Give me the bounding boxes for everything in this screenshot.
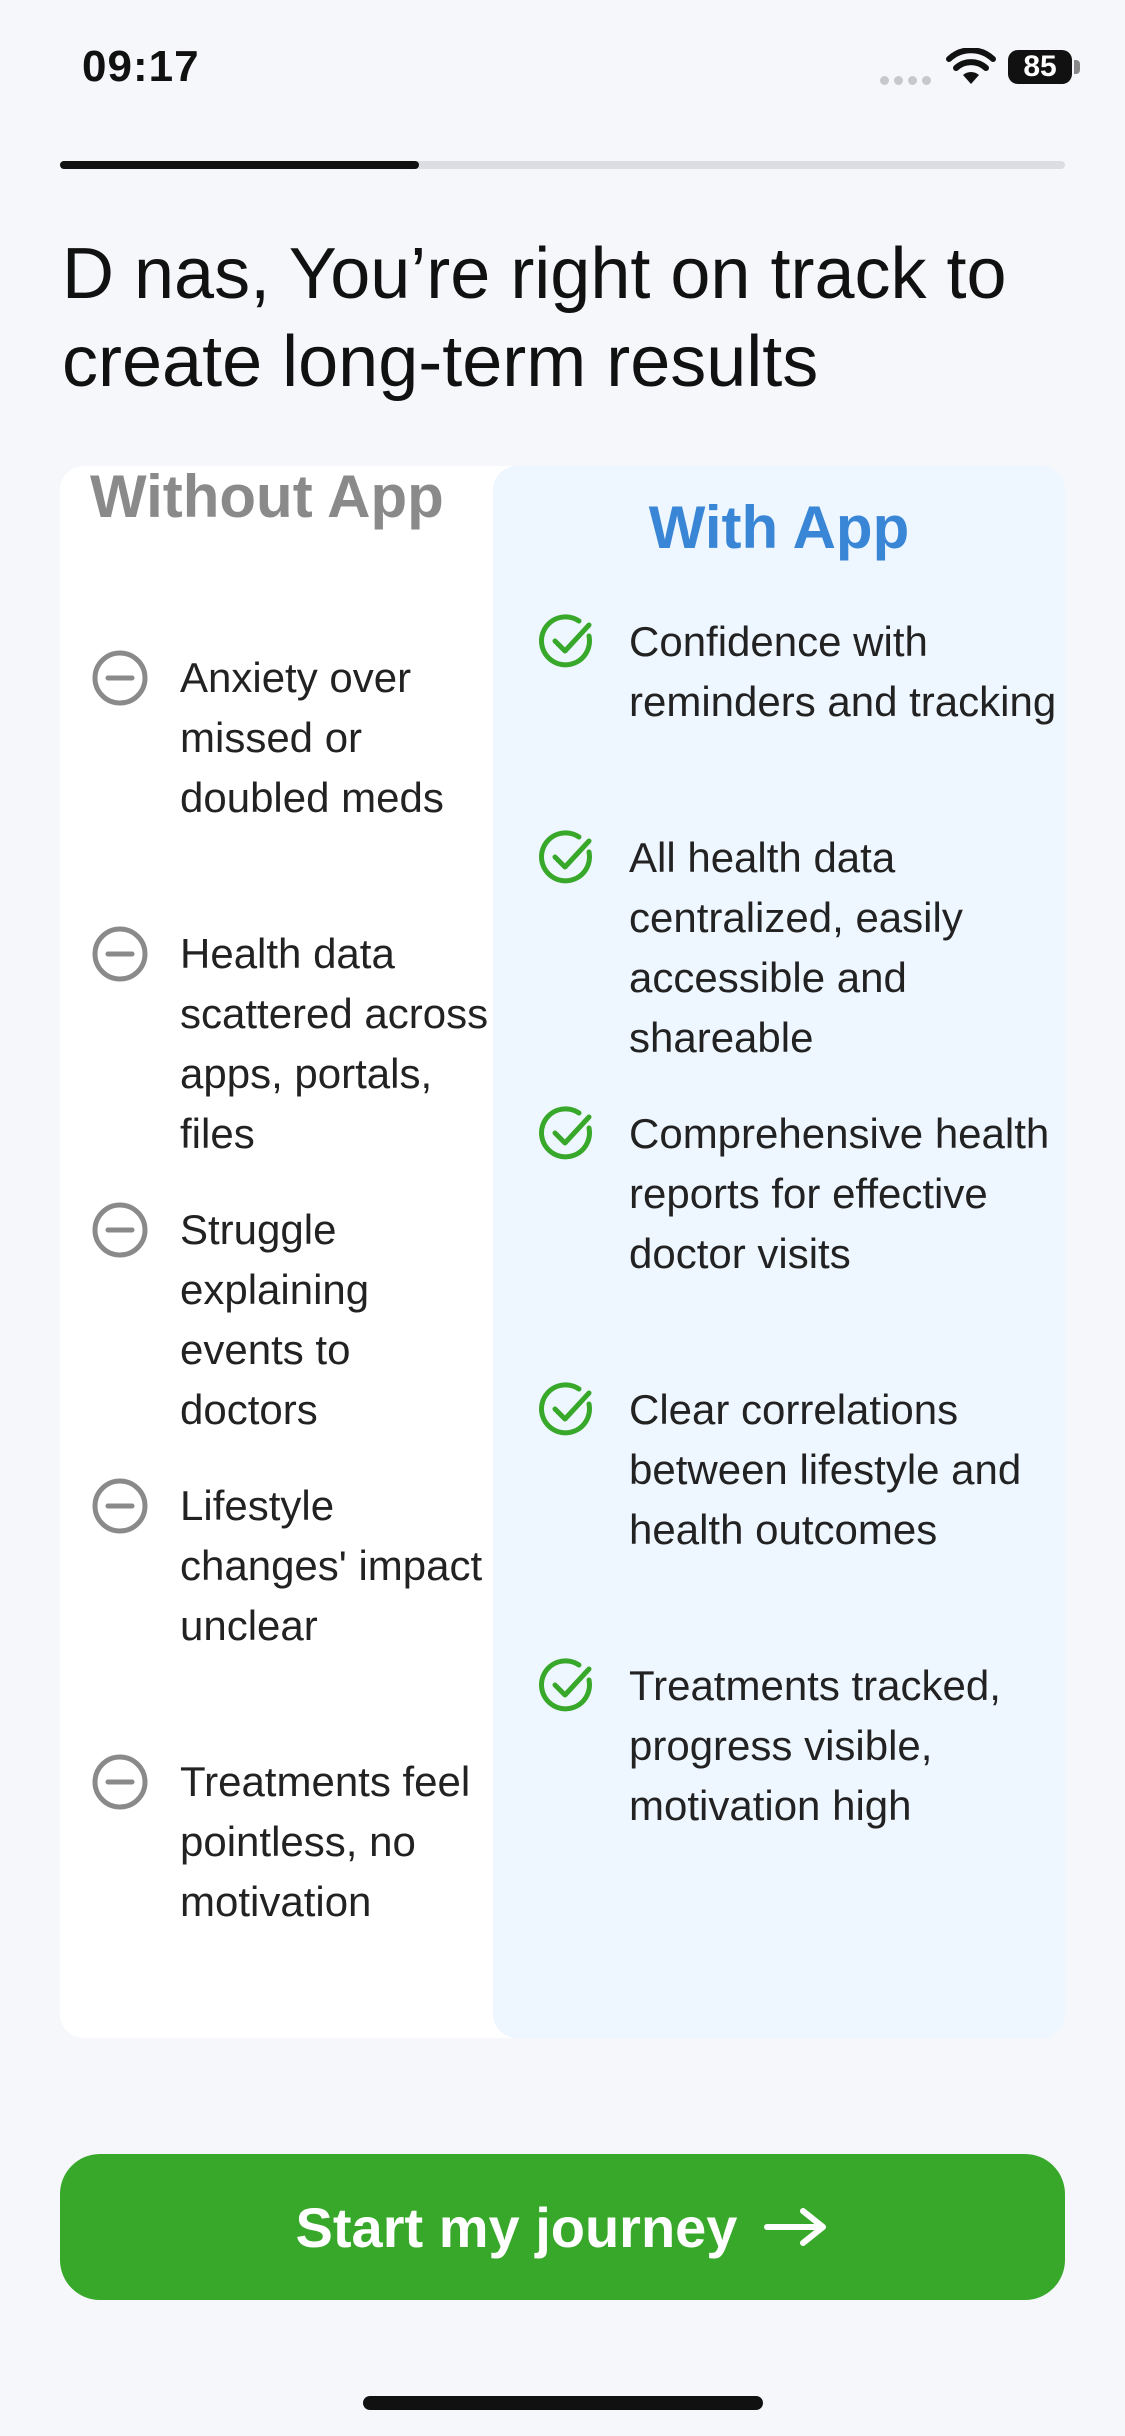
status-bar — [0, 0, 1125, 140]
onboarding-progress-fill — [60, 161, 419, 169]
check-circle-icon — [537, 828, 597, 888]
cellular-signal-icon — [880, 76, 934, 86]
without-item-label: Treatments feel pointless, no motivation — [180, 1758, 471, 1925]
with-item-label: Confidence with reminders and tracking — [629, 618, 1057, 725]
without-item — [90, 1752, 490, 1932]
minus-circle-icon — [90, 1476, 150, 1536]
without-app-column — [60, 463, 493, 2038]
with-app-column — [493, 466, 1065, 2038]
without-item-label: Lifestyle changes' impact unclear — [180, 1482, 483, 1649]
without-app-heading: Without App — [90, 463, 444, 530]
start-journey-button[interactable] — [60, 2154, 1065, 2300]
start-journey-label: Start my journey — [295, 2195, 738, 2259]
without-item — [90, 1476, 490, 1656]
minus-circle-icon — [90, 1752, 150, 1812]
without-item — [90, 648, 490, 828]
check-circle-icon — [537, 1380, 597, 1440]
with-item — [537, 612, 1057, 732]
minus-circle-icon — [90, 1200, 150, 1260]
without-item-label: Anxiety over missed or doubled meds — [180, 654, 444, 821]
onboarding-progress-bar — [60, 161, 1065, 169]
home-indicator[interactable] — [363, 2396, 763, 2410]
with-item-label: Treatments tracked, progress visible, motivation high — [629, 1662, 1001, 1829]
with-item — [537, 1656, 1057, 1836]
minus-circle-icon — [90, 924, 150, 984]
page-title: D nas, You’re right on track to create long-term results — [62, 234, 1007, 402]
arrow-right-icon — [763, 2207, 829, 2247]
check-circle-icon — [537, 612, 597, 672]
without-item-label: Struggle explaining events to doctors — [180, 1206, 370, 1433]
status-time: 09:17 — [82, 42, 200, 91]
with-item — [537, 828, 1057, 1068]
with-item-label: All health data centralized, easily accessible and shareable — [629, 834, 963, 1061]
with-item — [537, 1104, 1057, 1284]
without-item — [90, 1200, 490, 1440]
with-app-heading: With App — [648, 494, 910, 561]
wifi-icon — [946, 48, 996, 86]
without-item-label: Health data scattered across apps, portals, files — [180, 930, 489, 1157]
comparison-card — [60, 463, 1065, 2038]
without-item — [90, 924, 490, 1164]
check-circle-icon — [537, 1104, 597, 1164]
with-item-label: Comprehensive health reports for effective doctor visits — [629, 1110, 1050, 1277]
check-circle-icon — [537, 1656, 597, 1716]
with-item-label: Clear correlations between lifestyle and health outcomes — [629, 1386, 1022, 1553]
battery-indicator: 85 — [1008, 50, 1072, 84]
battery-cap — [1074, 60, 1080, 74]
minus-circle-icon — [90, 648, 150, 708]
with-item — [537, 1380, 1057, 1560]
